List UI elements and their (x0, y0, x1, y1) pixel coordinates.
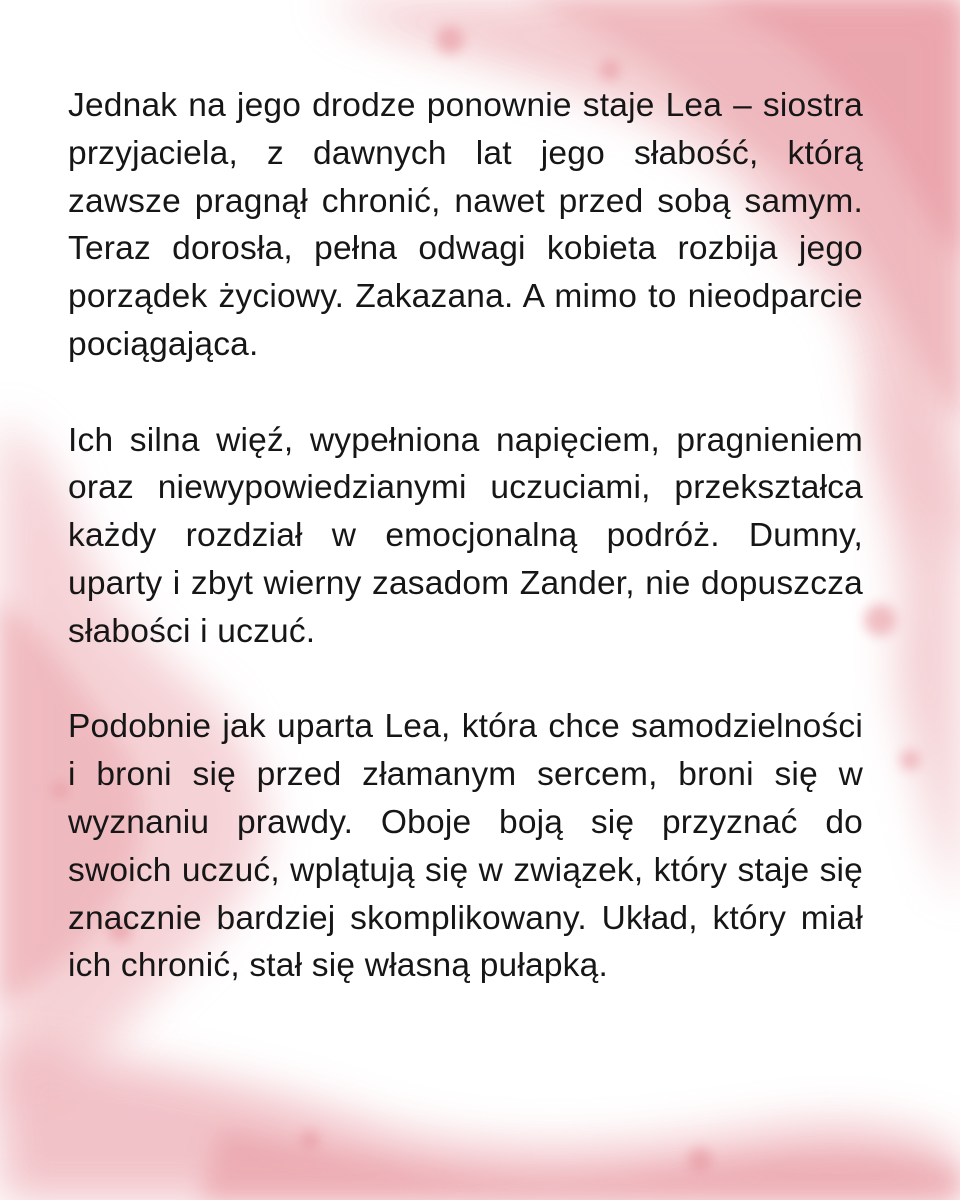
paragraph: Podobnie jak uparta Lea, która chce samodzielności i broni się przed złamanym sercem, broni się w wyznaniu prawdy. Oboje boją się przyznać do swoich uczuć, wplątują się w związek, który staje się znacznie bardziej skomplikowany. Układ, który miał ich chronić, stał się własną pułapką. (68, 708, 863, 985)
bottom-wash (0, 1040, 960, 1200)
body-text (68, 82, 863, 990)
paragraph: Jednak na jego drodze ponownie staje Lea – siostra przyjaciela, z dawnych lat jego słabość, którą zawsze pragnął chronić, nawet przed sobą samym. Teraz dorosła, pełna odwagi kobieta rozbija jego porządek życiowy. Zakazana. A mimo to nieodparcie pociągająca. (68, 87, 863, 363)
paragraph: Ich silna więź, wypełniona napięciem, pragnieniem oraz niewypowiedzianymi uczuciami, przekształca każdy rozdział w emocjonalną podróż. Dumny, uparty i zbyt wierny zasadom Zander, nie dopuszcza słabości i uczuć. (68, 421, 863, 650)
